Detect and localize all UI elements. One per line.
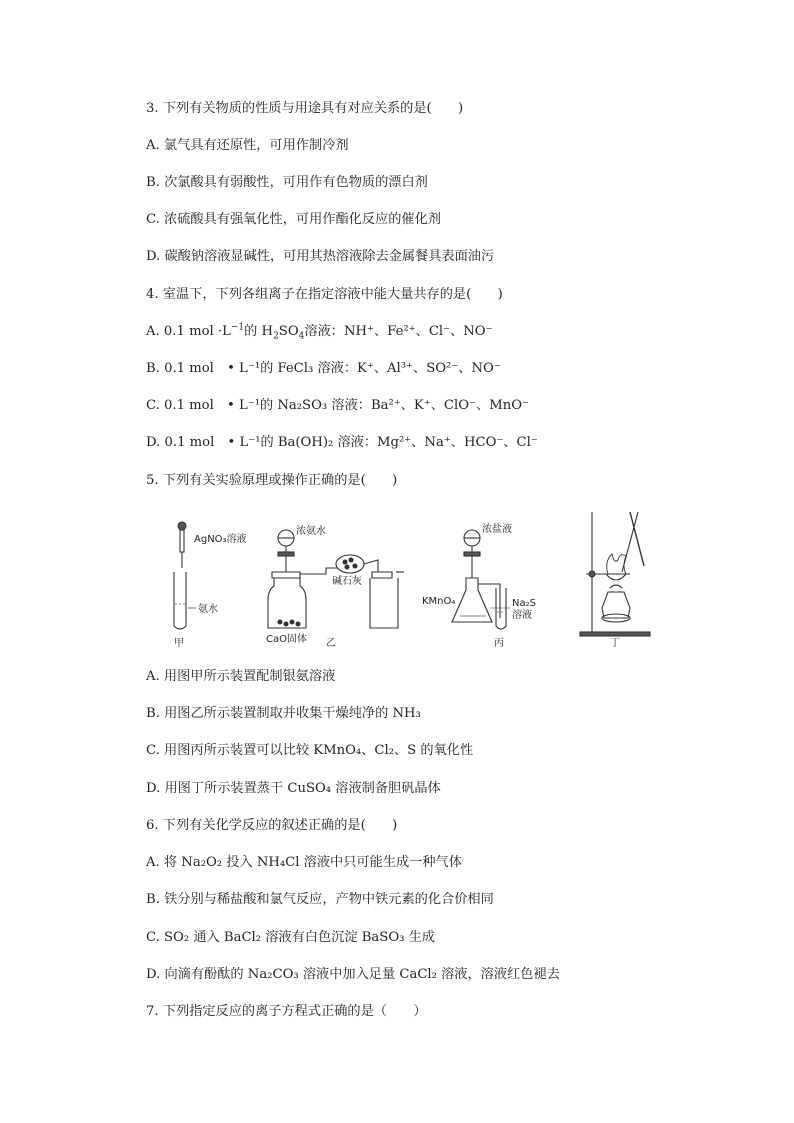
label-conc-hcl: 浓盐液: [482, 524, 512, 535]
apparatus-figure: [160, 508, 660, 654]
question-4-option-a: [146, 323, 493, 341]
question-6-option-d: D. 向滴有酚酞的 Na₂CO₃ 溶液中加入足量 CaCl₂ 溶液，溶液红色褪去: [146, 967, 560, 982]
question-4-option-c: C. 0.1 mol • L⁻¹的 Na₂SO₃ 溶液：Ba²⁺、K⁺、ClO⁻、MnO⁻: [146, 398, 529, 413]
question-6-option-a: A. 将 Na₂O₂ 投入 NH₄Cl 溶液中只可能生成一种气体: [146, 855, 462, 870]
q4a-mid: 的 H: [244, 324, 274, 339]
label-soda-lime: 碱石灰: [332, 576, 362, 587]
label-kmno4: KMnO₄: [422, 596, 456, 607]
label-ding: 丁: [610, 638, 620, 649]
apparatus-ding: [580, 512, 650, 636]
label-ammonia-water: 氨水: [198, 604, 218, 615]
q4a-sup: −1: [230, 322, 245, 333]
question-7-stem: 7. 下列指定反应的离子方程式正确的是（ ）: [146, 1004, 427, 1019]
question-4-option-d: D. 0.1 mol • L⁻¹的 Ba(OH)₂ 溶液：Mg²⁺、Na⁺、HCO⁻、Cl⁻: [146, 435, 538, 450]
label-jia: 甲: [174, 638, 184, 649]
question-5-option-d: D. 用图丁所示装置蒸干 CuSO₄ 溶液制备胆矾晶体: [146, 781, 441, 796]
question-3-stem: 3. 下列有关物质的性质与用途具有对应关系的是( ): [146, 101, 464, 116]
question-6-option-b: B. 铁分别与稀盐酸和氯气反应，产物中铁元素的化合价相同: [146, 892, 494, 907]
question-6-option-c: C. SO₂ 通入 BaCl₂ 溶液有白色沉淀 BaSO₃ 生成: [146, 930, 435, 945]
q4a-sub1: 2: [273, 331, 279, 342]
question-6-stem: 6. 下列有关化学反应的叙述正确的是( ): [146, 818, 398, 833]
question-3-option-d: D. 碳酸钠溶液显碱性，可用其热溶液除去金属餐具表面油污: [146, 249, 495, 264]
q4a-prefix: A. 0.1 mol ·L: [146, 324, 231, 339]
question-4-option-b: B. 0.1 mol • L⁻¹的 FeCl₃ 溶液：K⁺、Al³⁺、SO²⁻、NO⁻: [146, 361, 501, 376]
q4a-mid2: SO: [278, 324, 299, 339]
apparatus-svg: [160, 508, 660, 654]
label-na2s: Na₂S: [512, 598, 536, 609]
q4a-post: 溶液：NH: [304, 324, 367, 339]
q4a-ions: ⁺、Fe²⁺、Cl⁻、NO⁻: [367, 324, 493, 339]
label-bing: 丙: [494, 638, 504, 649]
question-5-option-b: B. 用图乙所示装置制取并收集干燥纯净的 NH₃: [146, 706, 421, 721]
label-na2s-solution: 溶液: [512, 610, 532, 621]
question-4-stem: 4. 室温下，下列各组离子在指定溶液中能大量共存的是( ): [146, 287, 503, 302]
label-cao: CaO固体: [266, 634, 307, 645]
apparatus-jia: [174, 522, 196, 629]
label-conc-ammonia: 浓氨水: [296, 526, 326, 537]
question-3-option-b: B. 次氯酸具有弱酸性，可用作有色物质的漂白剂: [146, 175, 428, 190]
label-yi: 乙: [326, 638, 336, 649]
question-3-option-c: C. 浓硫酸具有强氧化性，可用作酯化反应的催化剂: [146, 212, 441, 227]
q4a-sub2: 4: [298, 331, 305, 342]
apparatus-bing: [452, 530, 510, 629]
question-5-stem: 5. 下列有关实验原理或操作正确的是( ): [146, 473, 398, 488]
label-agno3: AgNO₃溶液: [194, 534, 247, 545]
question-3-option-a: A. 氯气具有还原性，可用作制冷剂: [146, 138, 349, 153]
question-5-option-c: C. 用图丙所示装置可以比较 KMnO₄、Cl₂、S 的氧化性: [146, 743, 474, 758]
question-5-option-a: A. 用图甲所示装置配制银氨溶液: [146, 669, 336, 684]
